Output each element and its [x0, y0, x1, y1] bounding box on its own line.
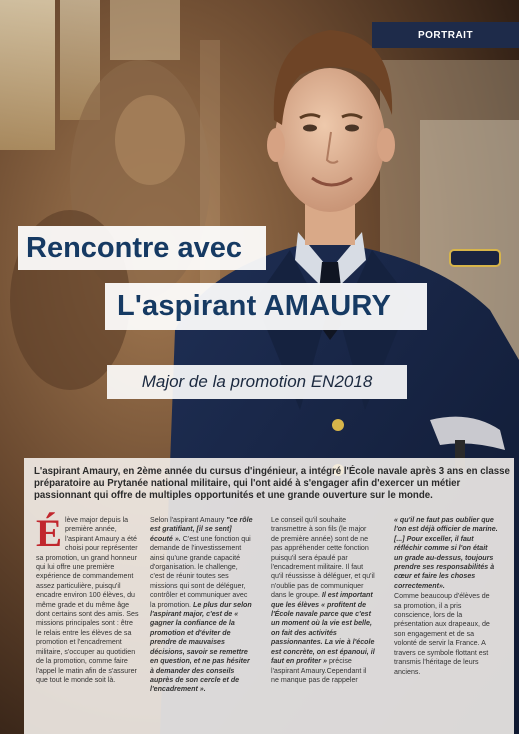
title-line-2: L'aspirant AMAURY — [105, 283, 427, 330]
column-4 — [394, 516, 498, 678]
column-2 — [150, 516, 254, 695]
column-2-intro: Selon l'aspirant Amaury — [150, 516, 227, 524]
column-4-quote: « qu'il ne faut pas oublier que l'on est déjà officier de marine. [...] Pour exceller, il faut réfléchir comme si l'on était un grade au-dessus, toujours prendre ses responsabilités à cœur et faire les choses correctement». — [394, 516, 498, 590]
column-3-text: Le conseil qu'il souhaite transmettre à son fils (le major de première année) sont de ne pas appréhender cette fonction puisqu'il sera épaulé par l'encadrement militaire. Il faut qu'il réussisse à déléguer, et qu'il n'oublie pas de communiquer dans le groupe. — [271, 516, 375, 600]
drop-cap: É — [36, 512, 63, 555]
column-2-text: C'est une fonction qui demande de l'investissement ainsi qu'une grande capacité d'organisation. le challenge, c'est de réunir toutes ses missions qui sont de déléguer, contrôler et communiquer avec la promotion. — [150, 534, 251, 609]
title-line-1: Rencontre avec — [18, 226, 266, 270]
column-3 — [271, 516, 375, 685]
column-1 — [36, 512, 140, 685]
subtitle: Major de la promotion EN2018 — [107, 365, 407, 399]
column-3-text-2: précise l'aspirant Amaury.Cependant il ne manque pas de rappeler — [271, 657, 367, 684]
column-1-text: lève major depuis la première année, l'aspirant Amaury a été choisi pour représenter sa promotion, un grand honneur qui lui offre une première expérience de commandement assez particulière, puisqu'il encadre environ 100 élèves, du même grade et du même âge dont certains sont des amis. Ses missions principales sont : être le relais entre les élèves de sa promotion et l'encadrement militaire, s'occuper au quotidien de la promotion, comme faire l'appel le matin afin de s'assurer que tout le monde soit là. — [36, 516, 139, 684]
column-2-quote-1: "ce rôle est gratifiant, [il se sent] écouté ». — [150, 516, 253, 543]
article-body — [24, 458, 514, 734]
column-2-quote-2: Le plus dur selon l'aspirant major, c'est de « gagner la confiance de la promotion et d'éviter de prendre de mauvaises décisions, savoir se remettre en question, et ne pas hésiter à demander des conseils auprès de son cercle et de l'encadrement ». — [150, 600, 252, 694]
lead-paragraph: L'aspirant Amaury, en 2ème année du cursus d'ingénieur, a intégré l'École navale après 3 ans en classe préparatoire au Prytanée national militaire, qui l'ont aidé à s'engager afin d'exercer un métier passionnant qui offre de multiples opportunités et une grande ouverture sur le monde. — [34, 466, 510, 501]
column-4-text: Comme beaucoup d'élèves de sa promotion, il a pris conscience, lors de la présentation aux drapeaux, de son engagement et de sa volonté de servir la France. A travers ce symbole flottant est transmis l'héritage de leurs anciens. — [394, 592, 490, 676]
column-3-quote: Il est important que les élèves « profitent de l'École navale parce que c'est un moment où la vie est belle, on fait des activités passionnantes. La vie à l'école est concrète, on est épanoui, il faut en profiter » — [271, 591, 375, 666]
section-tag: PORTRAIT — [372, 22, 519, 48]
